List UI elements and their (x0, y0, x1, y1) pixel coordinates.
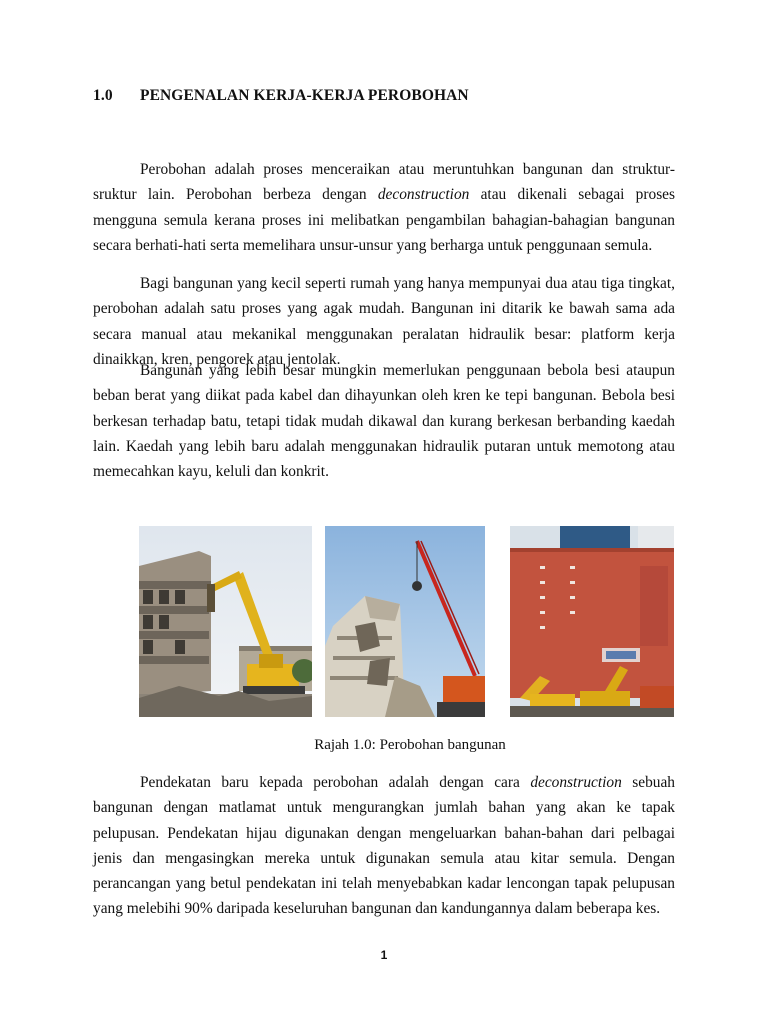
section-heading (93, 87, 469, 105)
figure-caption (26, 737, 768, 754)
paragraph-1-text-a: Perobohan adalah proses menceraikan atau meruntuhkan bangunan dan struktur-sruktur lain. Perobohan berbeza dengan (93, 161, 675, 204)
figure-caption-text: Rajah 1.0: Perobohan bangunan (314, 737, 506, 753)
paragraph-4-text-a: Pendekatan baru kepada perobohan adalah dengan cara (140, 774, 531, 791)
section-title: PENGENALAN KERJA-KERJA PEROBOHAN (140, 87, 469, 104)
paragraph-1-italic-term: deconstruction (377, 186, 470, 204)
paragraph-4-italic-term: deconstruction (530, 774, 622, 791)
paragraph-1 (93, 157, 675, 258)
section-number: 1.0 (93, 87, 113, 104)
paragraph-1-text-b: atau dikenali sebagai proses mengguna semula kerana proses ini melibatkan pengambilan bahagian-bahagian bangunan secara berhati-hati serta memelihara unsur-unsur yang berharga untuk penggunaan semula. (93, 186, 676, 254)
demolition-photo-wrecking-ball (325, 526, 485, 717)
paragraph-3: Bangunan yang lebih besar mungkin memerlukan penggunaan bebola besi ataupun beban berat yang diikat pada kabel dan dihayunkan oleh kren ke tepi bangunan. Bebola besi berkesan terhadap batu, tetapi tidak mudah dikawal dan kurang berkesan berbanding kaedah lain. Kaedah yang lebih baru adalah menggunakan hidraulik putaran untuk memotong atau memecahkan kayu, keluli dan konkrit. (93, 362, 675, 481)
paragraph-4 (93, 770, 675, 922)
demolition-photo-brick-building (510, 526, 674, 717)
page-number: 1 (380, 948, 388, 962)
paragraph-2: Bagi bangunan yang kecil seperti rumah yang hanya mempunyai dua atau tiga tingkat, perobohan adalah satu proses yang agak mudah. Bangunan ini ditarik ke bawah sama ada secara manual atau mekanikal menggunakan peralatan hidraulik besar: platform kerja dinaikkan, kren, pengorek atau jentolak. (93, 275, 675, 368)
demolition-photo-excavator (139, 526, 312, 717)
paragraph-4-text-b: sebuah bangunan dengan matlamat untuk mengurangkan jumlah bahan yang akan ke tapak pelupusan. Pendekatan hijau digunakan dengan mengeluarkan bahan-bahan dari pelbagai jenis dan mengasingkan mereka untuk digunakan semula atau kitar semula. Dengan perancangan yang betul pendekatan ini telah menyebabkan kadar lencongan tapak pelupusan yang melebihi 90% daripada keseluruhan bangunan dan kandungannya dalam beberapa kes. (93, 774, 675, 918)
